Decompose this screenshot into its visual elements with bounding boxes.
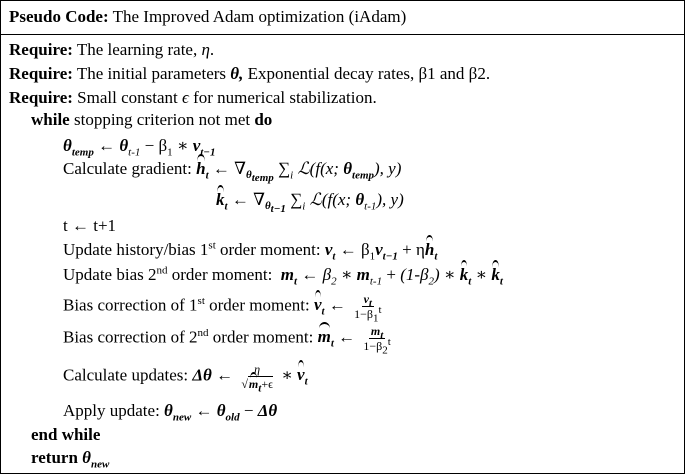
return-line: return $\theta_{new}$ — [31, 448, 110, 471]
calculate-updates-step: Calculate updates: Δθ ← $\frac{\eta}{√m_t+\epsilon}$ ∗ $v_t$ — [63, 362, 308, 395]
t-update-step: t ← t+1 — [63, 216, 117, 235]
gradient-h-step: Calculate gradient: $h_t$ ← $\nabla_{\theta_{temp}}$ $\sum_i$ ℒ(f(x; $\theta_{temp}$), y) — [63, 159, 402, 185]
while-line: while stopping criterion not met do — [31, 110, 273, 129]
header-label: Pseudo Code: — [9, 7, 109, 26]
algorithm-header — [1, 1, 684, 35]
second-moment-step: Update bias 2nd order moment: $m_t$ ← $\beta_2$ ∗ $m_{t-1} + (1-\beta_2)$ ∗ $k_t$ ∗ $k_t$ — [63, 264, 503, 288]
require-line: Require: The initial parameters θ, Exponential decay rates, β1 and β2. — [9, 64, 491, 83]
header-title: The Improved Adam optimization (iAdam) — [112, 7, 407, 26]
theta-temp-step: $\theta_{temp}$ ← $\theta_{t-1} - \beta_1$ ∗ $v_{t-1}$ — [63, 136, 216, 159]
end-while-line: end while — [31, 425, 101, 444]
gradient-k-step: $k_t$ ← $\nabla_{\theta_{t-1}}$ $\sum_i$ ℒ(f(x; $\theta_{t-1}$), y) — [216, 190, 404, 216]
gradient-label: Calculate gradient: — [63, 159, 197, 178]
apply-update-step: Apply update: $\theta_{new}$ ← $\theta_{old} - \Delta\theta$ — [63, 401, 278, 424]
bias-correction-2-step: Bias correction of 2nd order moment: $m_t$ ← $\frac{m_t}{1-\beta_2^t}$ — [63, 324, 391, 357]
bias-correction-1-step: Bias correction of 1st order moment: $v_t$ ← $\frac{v_t}{1-\beta_1^t}$ — [63, 292, 382, 325]
require-line: Require: Small constant ϵ for numerical stabilization. — [9, 88, 377, 107]
require-line: Require: The learning rate, η. — [9, 40, 215, 59]
first-moment-step: Update history/bias 1st order moment: $v_t$ ← $\beta_1v_{t-1} + \eta h_t$ — [63, 239, 438, 263]
